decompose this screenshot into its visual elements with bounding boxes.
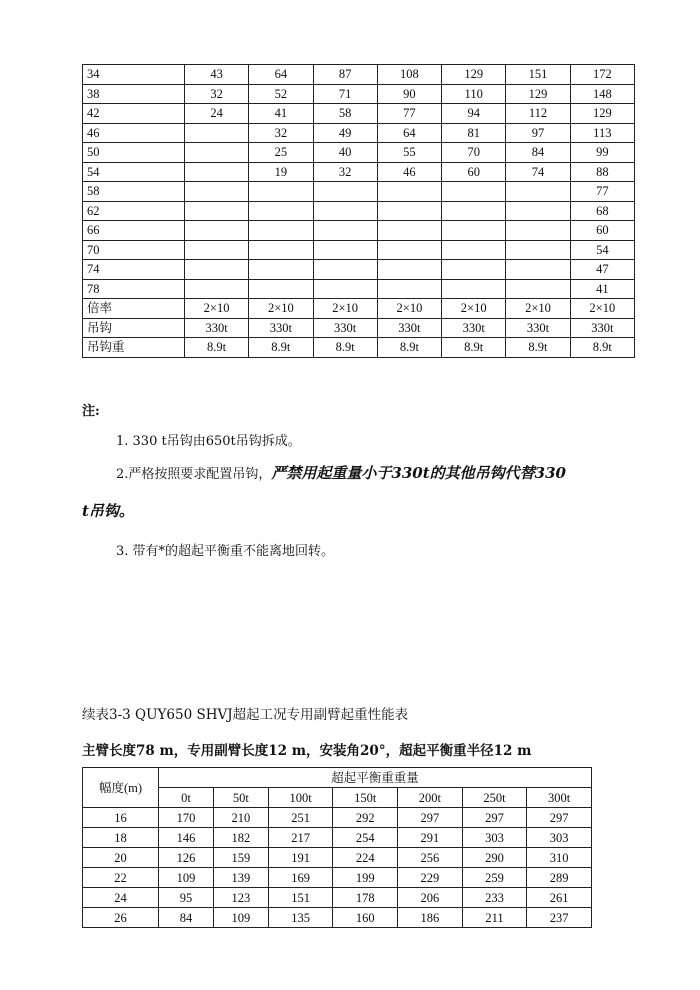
table-cell: 259 — [462, 868, 527, 888]
col-header: 200t — [398, 788, 463, 808]
table-cell: 32 — [184, 84, 248, 104]
table-cell — [313, 279, 377, 299]
table-row — [83, 828, 592, 848]
table-cell — [313, 201, 377, 221]
table-cell: 256 — [398, 848, 463, 868]
table-cell: 54 — [83, 162, 185, 182]
table-cell: 229 — [398, 868, 463, 888]
table-cell — [184, 162, 248, 182]
table-cell: 123 — [213, 888, 268, 908]
table-cell: 41 — [570, 279, 634, 299]
table-cell: 58 — [313, 104, 377, 124]
table-cell — [184, 143, 248, 163]
table-cell: 70 — [442, 143, 506, 163]
table-cell: 99 — [570, 143, 634, 163]
table-cell — [184, 279, 248, 299]
col-header: 300t — [527, 788, 592, 808]
table-cell: 60 — [570, 221, 634, 241]
table-cell: 40 — [313, 143, 377, 163]
table-cell: 135 — [268, 908, 333, 928]
table-cell: 109 — [159, 868, 214, 888]
table-cell: 146 — [159, 828, 214, 848]
table-cell: 42 — [83, 104, 185, 124]
table-cell: 160 — [333, 908, 398, 928]
table-row — [83, 162, 635, 182]
table-cell: 66 — [83, 221, 185, 241]
table-cell: 126 — [159, 848, 214, 868]
table-row — [83, 868, 592, 888]
table-cell — [506, 260, 570, 280]
table-cell — [184, 240, 248, 260]
table-cell: 2×10 — [570, 299, 634, 319]
col-header: 0t — [159, 788, 214, 808]
table-cell: 2×10 — [442, 299, 506, 319]
table-cell: 20 — [83, 848, 159, 868]
table-row — [83, 182, 635, 202]
table-cell — [249, 279, 313, 299]
table-cell — [249, 201, 313, 221]
table-cell — [442, 240, 506, 260]
table-cell: 97 — [506, 123, 570, 143]
table-cell: 290 — [462, 848, 527, 868]
table-cell: 170 — [159, 808, 214, 828]
table-cell: 70 — [83, 240, 185, 260]
col-header: 150t — [333, 788, 398, 808]
table-cell — [506, 240, 570, 260]
table-cell — [506, 279, 570, 299]
table-cell: 54 — [570, 240, 634, 260]
table-cell: 148 — [570, 84, 634, 104]
table-cell: 330t — [184, 318, 248, 338]
table-cell: 8.9t — [377, 338, 441, 358]
table-cell: 49 — [313, 123, 377, 143]
table-cell: 297 — [527, 808, 592, 828]
table-cell: 52 — [249, 84, 313, 104]
table-cell — [506, 182, 570, 202]
table-cell: 19 — [249, 162, 313, 182]
table-cell: 169 — [268, 868, 333, 888]
table-cell: 330t — [506, 318, 570, 338]
table-cell: 110 — [442, 84, 506, 104]
table-cell: 129 — [442, 65, 506, 85]
table-row — [83, 260, 635, 280]
table-cell: 139 — [213, 868, 268, 888]
table-cell — [184, 201, 248, 221]
table-cell: 32 — [313, 162, 377, 182]
col-header: 250t — [462, 788, 527, 808]
table-row — [83, 808, 592, 828]
table-row — [83, 104, 635, 124]
table-cell — [377, 201, 441, 221]
table-cell: 2×10 — [377, 299, 441, 319]
table-cell: 129 — [570, 104, 634, 124]
table-cell: 199 — [333, 868, 398, 888]
table-cell: 87 — [313, 65, 377, 85]
table-cell: 84 — [506, 143, 570, 163]
table-cell: 330t — [377, 318, 441, 338]
table-cell: 88 — [570, 162, 634, 182]
table-row — [83, 143, 635, 163]
table-cell — [313, 260, 377, 280]
table-cell: 68 — [570, 201, 634, 221]
table-cell: 210 — [213, 808, 268, 828]
table-cell: 113 — [570, 123, 634, 143]
table-cell — [506, 201, 570, 221]
note-1: 1. 330 t吊钩由650t吊钩拆成。 — [116, 434, 301, 449]
table-subtitle: 主臂长度78 m，专用副臂长度12 m，安装角20°，超起平衡重半径12 m — [82, 743, 532, 759]
note-2-emphasis: 严禁用起重量小于330t的其他吊钩代替330 — [271, 464, 566, 482]
table-cell: 74 — [506, 162, 570, 182]
table-cell: 251 — [268, 808, 333, 828]
jib-load-table — [82, 767, 592, 928]
table-cell: 303 — [462, 828, 527, 848]
table-cell: 224 — [333, 848, 398, 868]
table-cell — [313, 182, 377, 202]
table-cell: 吊钩 — [83, 318, 185, 338]
load-table-continued — [82, 64, 635, 358]
table-cell: 186 — [398, 908, 463, 928]
table-cell: 77 — [570, 182, 634, 202]
table-cell — [313, 221, 377, 241]
table-cell: 62 — [83, 201, 185, 221]
table-cell: 172 — [570, 65, 634, 85]
table-row — [83, 65, 635, 85]
table-row — [83, 84, 635, 104]
table-cell: 297 — [462, 808, 527, 828]
table-cell: 16 — [83, 808, 159, 828]
col-group-header: 超起平衡重重量 — [159, 768, 592, 788]
table-cell: 50 — [83, 143, 185, 163]
table-cell — [442, 260, 506, 280]
table-cell — [184, 182, 248, 202]
table-cell: 74 — [83, 260, 185, 280]
table-cell: 182 — [213, 828, 268, 848]
table-title: 续表3-3 QUY650 SHVJ超起工况专用副臂起重性能表 — [82, 707, 409, 723]
table-cell: 211 — [462, 908, 527, 928]
table-cell: 22 — [83, 868, 159, 888]
table-cell: 81 — [442, 123, 506, 143]
table-row — [83, 888, 592, 908]
note-3: 3. 带有*的超起平衡重不能离地回转。 — [116, 544, 335, 559]
table-row — [83, 201, 635, 221]
table-cell — [249, 221, 313, 241]
table-cell: 60 — [442, 162, 506, 182]
table-cell: 34 — [83, 65, 185, 85]
table-cell — [442, 221, 506, 241]
table-cell: 38 — [83, 84, 185, 104]
table-cell — [377, 240, 441, 260]
table-cell: 71 — [313, 84, 377, 104]
table-cell: 46 — [83, 123, 185, 143]
table-cell: 159 — [213, 848, 268, 868]
table-cell: 2×10 — [249, 299, 313, 319]
table-cell: 58 — [83, 182, 185, 202]
table-cell: 2×10 — [313, 299, 377, 319]
table-cell: 18 — [83, 828, 159, 848]
table-cell: 178 — [333, 888, 398, 908]
table-cell: 90 — [377, 84, 441, 104]
table-cell: 261 — [527, 888, 592, 908]
table-cell: 8.9t — [570, 338, 634, 358]
table-cell: 233 — [462, 888, 527, 908]
table-cell: 191 — [268, 848, 333, 868]
table-cell — [442, 201, 506, 221]
table-cell: 94 — [442, 104, 506, 124]
table-cell: 8.9t — [313, 338, 377, 358]
table-cell: 24 — [83, 888, 159, 908]
table-cell: 41 — [249, 104, 313, 124]
table-cell: 303 — [527, 828, 592, 848]
table-cell — [184, 221, 248, 241]
table-cell: 330t — [442, 318, 506, 338]
table-cell: 46 — [377, 162, 441, 182]
table-cell — [377, 260, 441, 280]
table-cell: 297 — [398, 808, 463, 828]
table-cell: 8.9t — [249, 338, 313, 358]
table-cell: 310 — [527, 848, 592, 868]
table-cell: 129 — [506, 84, 570, 104]
table-row — [83, 908, 592, 928]
table-row — [83, 240, 635, 260]
note-2-continued: t吊钩。 — [82, 502, 134, 520]
note-2 — [116, 462, 566, 483]
table-cell: 291 — [398, 828, 463, 848]
table-row — [83, 338, 635, 358]
table-cell: 95 — [159, 888, 214, 908]
table-cell: 8.9t — [506, 338, 570, 358]
table-row — [83, 299, 635, 319]
table-cell: 151 — [506, 65, 570, 85]
table-cell: 32 — [249, 123, 313, 143]
table-cell: 25 — [249, 143, 313, 163]
table-cell: 24 — [184, 104, 248, 124]
table-cell: 43 — [184, 65, 248, 85]
table-cell: 26 — [83, 908, 159, 928]
table-cell: 292 — [333, 808, 398, 828]
table-cell: 109 — [213, 908, 268, 928]
table-cell: 8.9t — [442, 338, 506, 358]
table-cell: 8.9t — [184, 338, 248, 358]
table-cell — [442, 279, 506, 299]
table-row — [83, 318, 635, 338]
table-cell — [249, 240, 313, 260]
note-2-text: 2.严格按照要求配置吊钩， — [116, 467, 272, 482]
table-cell: 64 — [249, 65, 313, 85]
table-cell — [377, 182, 441, 202]
table-cell: 237 — [527, 908, 592, 928]
table-cell — [184, 123, 248, 143]
table-cell: 78 — [83, 279, 185, 299]
table-cell: 47 — [570, 260, 634, 280]
table-cell: 64 — [377, 123, 441, 143]
table-cell: 254 — [333, 828, 398, 848]
col-header: 100t — [268, 788, 333, 808]
table-cell — [377, 279, 441, 299]
table-cell: 206 — [398, 888, 463, 908]
table-cell: 84 — [159, 908, 214, 928]
table-cell: 217 — [268, 828, 333, 848]
table-cell: 151 — [268, 888, 333, 908]
table-row — [83, 221, 635, 241]
table-cell: 倍率 — [83, 299, 185, 319]
table-cell: 77 — [377, 104, 441, 124]
table-cell — [377, 221, 441, 241]
col-header: 50t — [213, 788, 268, 808]
table-row — [83, 848, 592, 868]
table-row — [83, 123, 635, 143]
table-cell: 330t — [313, 318, 377, 338]
table-cell — [249, 182, 313, 202]
table-cell: 2×10 — [506, 299, 570, 319]
table-cell — [442, 182, 506, 202]
table-cell: 330t — [249, 318, 313, 338]
table-cell: 2×10 — [184, 299, 248, 319]
table-cell: 55 — [377, 143, 441, 163]
table-cell: 吊钩重 — [83, 338, 185, 358]
table-cell: 289 — [527, 868, 592, 888]
notes-label: 注: — [82, 404, 100, 419]
table-cell — [184, 260, 248, 280]
col-header-radius: 幅度(m) — [83, 768, 159, 808]
table-cell: 330t — [570, 318, 634, 338]
table-cell — [506, 221, 570, 241]
table-cell — [249, 260, 313, 280]
table-cell: 112 — [506, 104, 570, 124]
table-cell: 108 — [377, 65, 441, 85]
table-cell — [313, 240, 377, 260]
table-row — [83, 279, 635, 299]
